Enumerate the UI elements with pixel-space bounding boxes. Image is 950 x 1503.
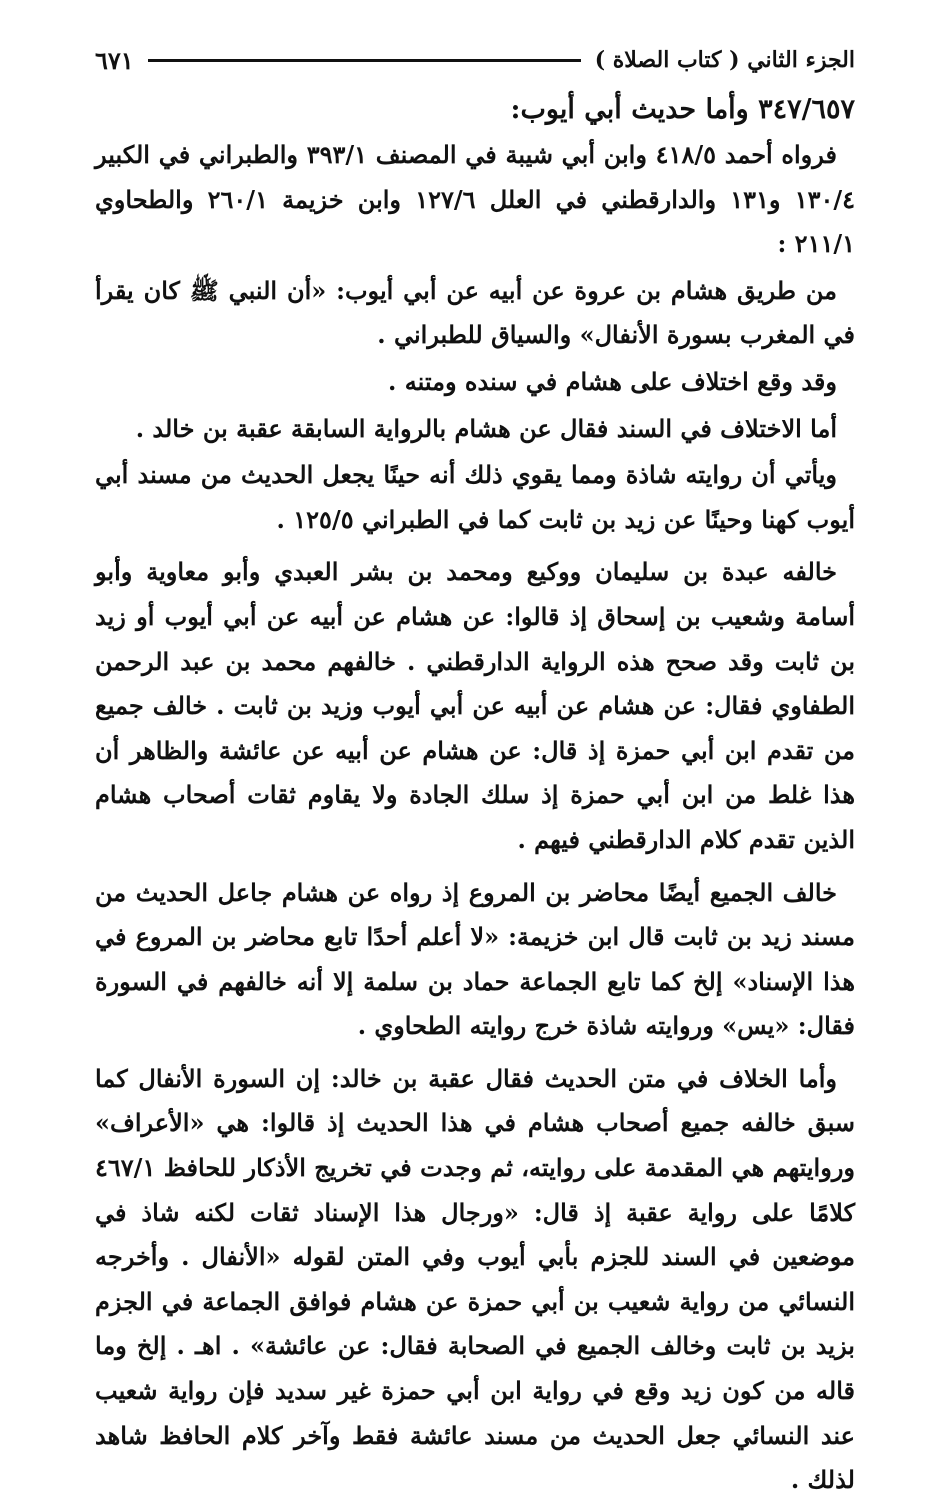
section-heading: ٣٤٧/٦٥٧ وأما حديث أبي أيوب: [510,94,855,125]
paragraph-matn-disagreement: وأما الخلاف في متن الحديث فقال عقبة بن خالد: إن السورة الأنفال كما سبق خالفه جميع أصحاب هشام في هذا الحديث إذ قالوا: هي «الأعراف» وروايتهم هي المقدمة على روايته، ثم وجدت في تخريج الأذكار للحافظ ٤٦٧/١ كلامًا على رواية عقبة إذ قال: «ورجال هذا الإسناد ثقات لكنه شاذ في موضعين في السند للجزم بأبي أيوب وفي المتن لقوله «الأنفال . وأخرجه النسائي من رواية شعيب بن أبي حمزة عن هشام فوافق الجماعة في الجزم بزيد بن ثابت وخالف الجميع في الصحابة فقال: عن عائشة» . اهـ . إلخ وما قاله من كون زيد وقع في رواية ابن أبي حمزة غير سديد فإن رواية شعيب عند النسائي جعل الحديث من مسند عائشة فقط وآخر كلام الحافظ شاهد لذلك . [95,1063,856,1495]
paragraph-opponents: خالفه عبدة بن سليمان ووكيع ومحمد بن بشر العبدي وأبو معاوية وأبو أسامة وشعيب بن إسحاق إذ قالوا: عن هشام عن أبيه عن أبي أيوب أو زيد بن ثابت وقد صحح هذه الرواية الدارقطني . خالفهم محمد بن عبد الرحمن الطفاوي فقال: عن هشام عن أبيه عن أبي أيوب وزيد بن ثابت . خالف جميع من تقدم ابن أبي حمزة إذ قال: عن هشام عن أبيه عن عائشة والظاهر أن هذا غلط من ابن أبي حمزة إذ سلك الجادة ولا يقاوم ثقات أصحاب هشام الذين تقدم كلام الدارقطني فيهم . [95,557,855,854]
paragraph-isnad-disagreement: أما الاختلاف في السند فقال عن هشام بالرواية السابقة عقبة بن خالد . [135,413,837,443]
paragraph-chain: من طريق هشام بن عروة عن أبيه عن أبي أيوب: «أن النبي ﷺ كان يقرأ في المغرب بسورة الأنفال» والسياق للطبراني . [95,275,855,350]
paragraph-shadh: ويأتي أن روايته شاذة ومما يقوي ذلك أنه حينًا يجعل الحديث من مسند أبي أيوب كهنا وحينًا عن زيد بن ثابت كما في الطبراني ١٢٥/٥ . [95,460,855,534]
page-number: ٦٧١ [95,45,134,75]
header-title: الجزء الثاني ( كتاب الصلاة ) [594,47,855,73]
paragraph-disagreement: وقد وقع اختلاف على هشام في سنده ومتنه . [388,366,837,396]
paragraph-sources: فرواه أحمد ٤١٨/٥ وابن أبي شيبة في المصنف ٣٩٣/١ والطبراني في الكبير ١٣٠/٤ و١٣١ والدارقطني في العلل ١٢٧/٦ وابن خزيمة ٢٦٠/١ والطحاوي ٢١١/١ : [95,140,856,259]
header-rule [148,59,581,62]
paragraph-muhadir: خالف الجميع أيضًا محاضر بن المروع إذ رواه عن هشام جاعل الحديث من مسند زيد بن ثابت قال ابن خزيمة: «لا أعلم أحدًا تابع محاضر بن المروع في هذا الإسناد» إلخ كما تابع الجماعة حماد بن سلمة إلا أنه خالفهم في السورة فقال: «يس» وروايته شاذة خرج روايته الطحاوي . [95,877,855,1041]
running-header [95,38,855,82]
